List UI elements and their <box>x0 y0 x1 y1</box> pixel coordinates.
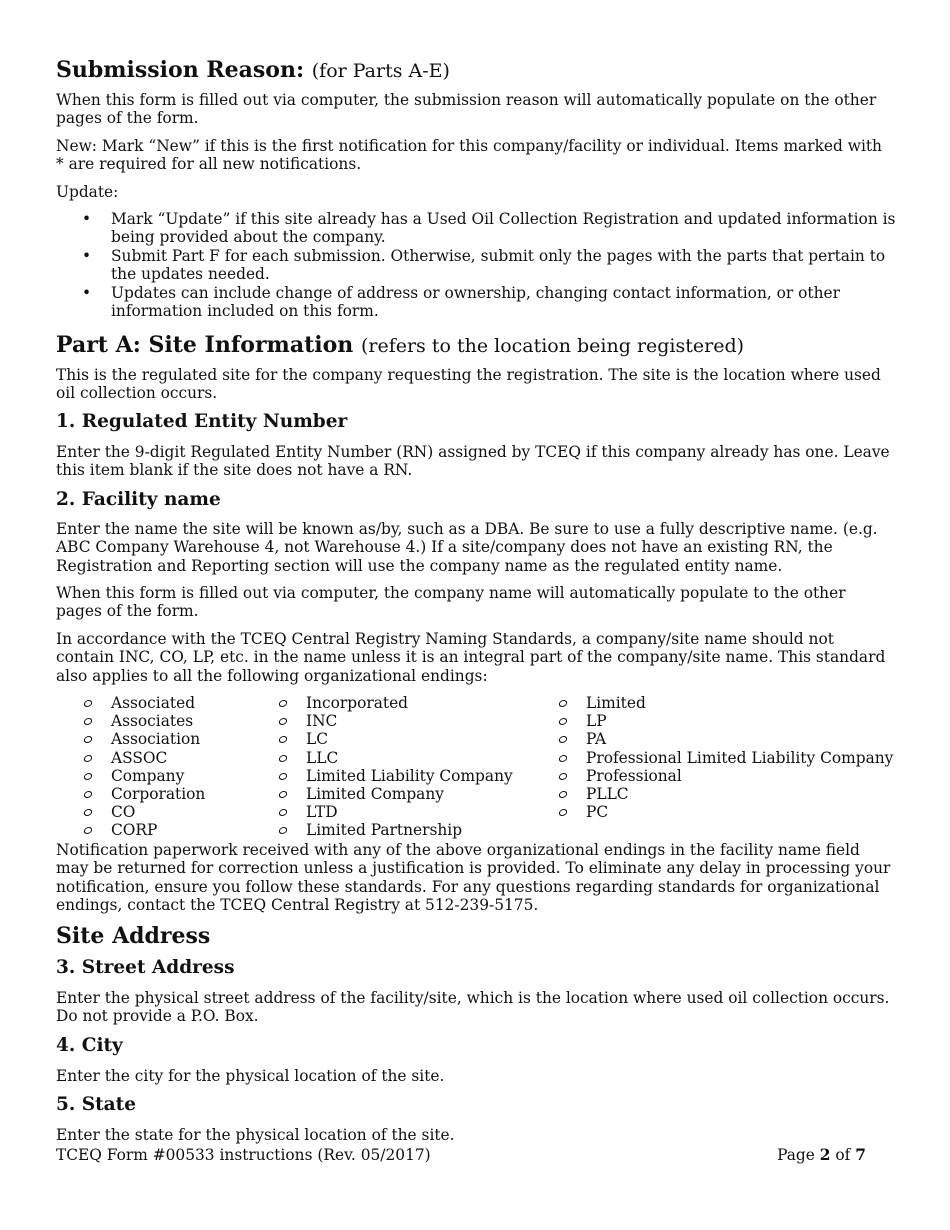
form-id: TCEQ Form #00533 instructions (Rev. 05/2017) <box>56 1146 431 1164</box>
circle-bullet-icon <box>278 827 288 834</box>
update-bullet: • Updates can include change of address or ownership, changing contact information, or other information included on this form. <box>56 284 896 321</box>
list-item: LC <box>251 730 513 748</box>
state-heading: 5. State <box>56 1094 136 1115</box>
submission-paragraph-1: When this form is filled out via computer, the submission reason will automatically populate on the other pages of the form. <box>56 91 877 128</box>
list-item: Professional <box>531 767 893 785</box>
circle-bullet-icon <box>558 718 568 725</box>
city-heading: 4. City <box>56 1035 123 1056</box>
update-bullet: • Mark “Update” if this site already has a Used Oil Collection Registration and updated information is being provided about the company. <box>56 210 896 247</box>
list-item: Associates <box>56 712 205 730</box>
page-number: 2 <box>819 1146 831 1164</box>
submission-paragraph-new: New: Mark “New” if this is the first notification for this company/facility or individual. Items marked with * are required for all new notifications. <box>56 137 882 174</box>
circle-bullet-icon <box>83 791 93 798</box>
circle-bullet-icon <box>278 791 288 798</box>
part-a-intro: This is the regulated site for the company requesting the registration. The site is the location where used oil collection occurs. <box>56 366 881 403</box>
circle-bullet-icon <box>558 809 568 816</box>
list-item: Corporation <box>56 785 205 803</box>
part-a-title-note: (refers to the location being registered) <box>360 335 745 357</box>
list-item: Associated <box>56 694 205 712</box>
facility-heading: 2. Facility name <box>56 489 221 510</box>
list-item: Association <box>56 730 205 748</box>
circle-bullet-icon <box>83 700 93 707</box>
list-item: Limited Partnership <box>251 821 513 839</box>
list-item: Limited Liability Company <box>251 767 513 785</box>
circle-bullet-icon <box>558 736 568 743</box>
rn-heading: 1. Regulated Entity Number <box>56 411 348 432</box>
circle-bullet-icon <box>558 773 568 780</box>
facility-paragraph-2: When this form is filled out via computer, the company name will automatically populate to the other pages of the form. <box>56 584 846 621</box>
list-item: LTD <box>251 803 513 821</box>
list-item: LLC <box>251 749 513 767</box>
circle-bullet-icon <box>83 718 93 725</box>
facility-paragraph-1: Enter the name the site will be known as/by, such as a DBA. Be sure to use a fully descriptive name. (e.g. ABC Company Warehouse 4, not Warehouse 4.) If a site/company does not have an existing RN, the Registration and Reporting section will use the company name as the regulated entity name. <box>56 520 878 575</box>
submission-title-text: Submission Reason: <box>56 57 305 83</box>
page-total: 7 <box>855 1146 866 1164</box>
street-text: Enter the physical street address of the facility/site, which is the location where used oil collection occurs. Do not provide a P.O. Box. <box>56 989 890 1026</box>
submission-title-note: (for Parts A-E) <box>311 60 450 82</box>
site-address-title: Site Address <box>56 923 211 949</box>
circle-bullet-icon <box>83 755 93 762</box>
update-bullet-list <box>56 210 896 320</box>
update-label: Update: <box>56 183 119 201</box>
endings-column-2 <box>251 694 513 840</box>
update-bullet: • Submit Part F for each submission. Otherwise, submit only the pages with the parts that pertain to the updates needed. <box>56 247 896 284</box>
list-item: CORP <box>56 821 205 839</box>
endings-column-1 <box>56 694 205 840</box>
list-item: PLLC <box>531 785 893 803</box>
submission-section <box>56 56 896 85</box>
part-a-title <box>56 331 744 360</box>
endings-column-3 <box>531 694 893 821</box>
circle-bullet-icon <box>278 718 288 725</box>
circle-bullet-icon <box>278 700 288 707</box>
state-text: Enter the state for the physical location of the site. <box>56 1126 455 1144</box>
list-item: Professional Limited Liability Company <box>531 749 893 767</box>
circle-bullet-icon <box>558 700 568 707</box>
list-item: Company <box>56 767 205 785</box>
list-item: Incorporated <box>251 694 513 712</box>
circle-bullet-icon <box>83 809 93 816</box>
list-item: ASSOC <box>56 749 205 767</box>
city-text: Enter the city for the physical location of the site. <box>56 1067 445 1085</box>
list-item: Limited <box>531 694 893 712</box>
circle-bullet-icon <box>83 827 93 834</box>
circle-bullet-icon <box>558 791 568 798</box>
list-item: CO <box>56 803 205 821</box>
circle-bullet-icon <box>558 755 568 762</box>
page-indicator: Page 2 of 7 <box>777 1146 866 1164</box>
circle-bullet-icon <box>278 755 288 762</box>
submission-title <box>56 56 896 85</box>
list-item: LP <box>531 712 893 730</box>
facility-paragraph-3: In accordance with the TCEQ Central Registry Naming Standards, a company/site name should not contain INC, CO, LP, etc. in the name unless it is an integral part of the company/site name. This standard also applies to all the following organizational endings: <box>56 630 886 685</box>
circle-bullet-icon <box>278 736 288 743</box>
page-footer <box>56 1146 866 1164</box>
list-item: INC <box>251 712 513 730</box>
part-a-title-text: Part A: Site Information <box>56 332 354 358</box>
list-item: PA <box>531 730 893 748</box>
facility-paragraph-4: Notification paperwork received with any of the above organizational endings in the facility name field may be returned for correction unless a justification is provided. To eliminate any delay in processing your notification, ensure you follow these standards. For any questions regarding standards for organizational endings, contact the TCEQ Central Registry at 512-239-5175. <box>56 841 891 915</box>
circle-bullet-icon <box>278 773 288 780</box>
circle-bullet-icon <box>83 773 93 780</box>
rn-text: Enter the 9-digit Regulated Entity Number (RN) assigned by TCEQ if this company already has one. Leave this item blank if the site does not have a RN. <box>56 443 890 480</box>
circle-bullet-icon <box>83 736 93 743</box>
list-item: PC <box>531 803 893 821</box>
list-item: Limited Company <box>251 785 513 803</box>
circle-bullet-icon <box>278 809 288 816</box>
street-heading: 3. Street Address <box>56 957 235 978</box>
